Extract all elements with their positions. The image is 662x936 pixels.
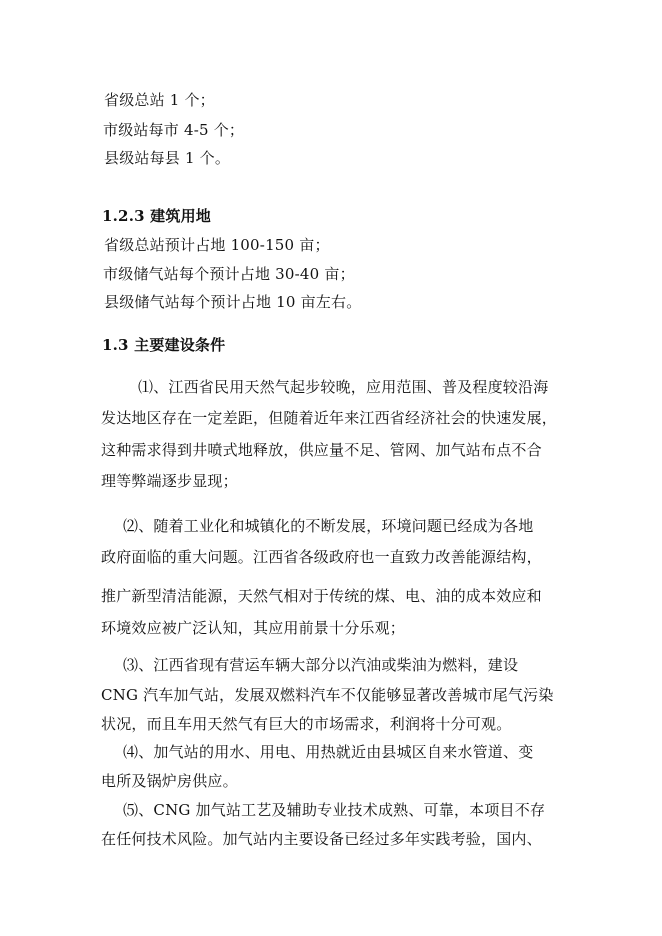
paragraph-4-line: 电所及锅炉房供应。 (101, 772, 238, 790)
section-1-3-heading: 1.3 主要建设条件 (102, 336, 226, 354)
paragraph-3-line: CNG 汽车加气站，发展双燃料汽车不仅能够显著改善城市尾气污染 (101, 686, 554, 704)
paragraph-2-line: 环境效应被广泛认知，其应用前景十分乐观； (101, 619, 406, 637)
county-land-use: 县级储气站每个预计占地 10 亩左右。 (104, 293, 362, 311)
paragraph-1-line: 发达地区存在一定差距，但随着近年来江西省经济社会的快速发展， (101, 409, 558, 427)
paragraph-5-line: ⑸、CNG 加气站工艺及辅助专业技术成熟、可靠，本项目不存 (123, 801, 546, 819)
paragraph-3-line: ⑶、江西省现有营运车辆大部分以汽油或柴油为燃料，建设 (123, 656, 519, 674)
paragraph-1-line: 这种需求得到井喷式地释放，供应量不足、管网、加气站布点不合 (101, 441, 542, 459)
paragraph-2-line: 推广新型清洁能源，天然气相对于传统的煤、电、油的成本效应和 (101, 587, 542, 605)
paragraph-2-line: 政府面临的重大问题。江西省各级政府也一直致力改善能源结构， (101, 548, 542, 566)
city-land-use: 市级储气站每个预计占地 30-40 亩； (103, 265, 355, 283)
paragraph-4-line: ⑷、加气站的用水、用电、用热就近由县城区自来水管道、变 (123, 743, 534, 761)
paragraph-3-line: 状况，而且车用天然气有巨大的市场需求，利润将十分可观。 (101, 715, 512, 733)
paragraph-1-line: 理等弊端逐步显现； (101, 472, 238, 490)
provincial-station-count: 省级总站 1 个； (104, 91, 215, 109)
county-station-count: 县级站每县 1 个。 (104, 149, 231, 167)
paragraph-5-line: 在任何技术风险。加气站内主要设备已经过多年实践考验，国内、 (101, 830, 542, 848)
city-station-count: 市级站每市 4-5 个； (103, 121, 245, 139)
paragraph-1-line: ⑴、江西省民用天然气起步较晚，应用范围、普及程度较沿海 (138, 378, 549, 396)
paragraph-2-line: ⑵、随着工业化和城镇化的不断发展，环境问题已经成为各地 (123, 517, 534, 535)
section-1-2-3-heading: 1.2.3 建筑用地 (102, 207, 211, 225)
provincial-land-use: 省级总站预计占地 100-150 亩； (104, 236, 330, 254)
